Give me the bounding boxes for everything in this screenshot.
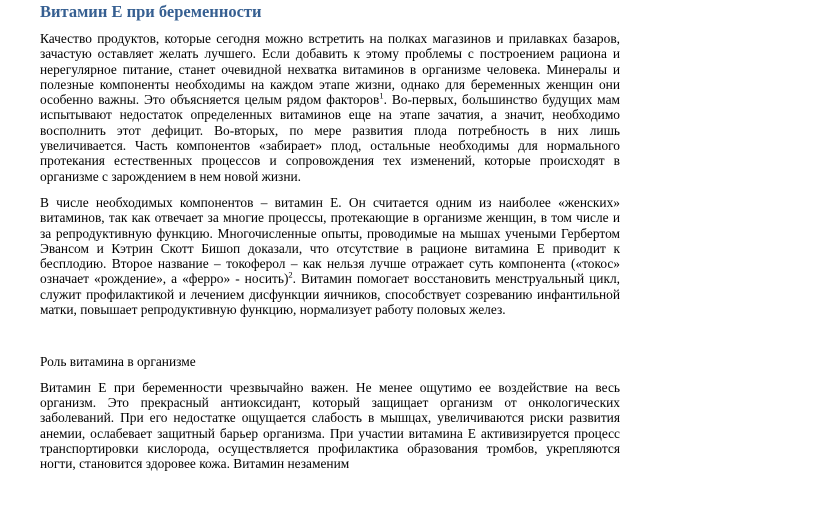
footnote-ref-2[interactable]: 2 — [288, 269, 293, 280]
paragraph-intro-text-b: . Во-первых, большинство будущих мам испытывают недостаток определенных витаминов еще на этапе зачатия, а значит, необходимо восполнить этот дефицит. Во-вторых, по мере развития плода потребность в них лишь увеличивается. Часть компонентов «забирает» плод, остальные необходимы для нормального протекания естественных процессов и сопровождения тех изменений, которые происходят в организме с зарождением в нем новой жизни. — [40, 92, 620, 184]
paragraph-intro-text-a: Качество продуктов, которые сегодня можно встретить на полках магазинов и прилавках базаров, зачастую оставляет желать лучшего. Если добавить к этому проблемы с построением рациона и нерегулярное питание, станет очевидной нехватка витаминов в организме человека. Минералы и полезные компоненты необходимы на каждом этапе жизни, однако для беременных женщин они особенно важны. Это объясняется целым рядом факторов — [40, 31, 620, 108]
paragraph-vitamin-e-text-a: В числе необходимых компонентов – витамин Е. Он считается одним из наиболее «женских» витаминов, так как отвечает за многие процессы, протекающие в организме женщин, в том числе и за репродуктивную функцию. Многочисленные опыты, проводимые на мышах учеными Гербертом Эвансом и Кэтрин Скотт Бишоп доказали, что отсутствие в рационе витамина Е приводит к бесплодию. Второе название – токоферол – как нельзя лучше отражает суть компонента («токос» означает «рождение», а «ферро» - носить) — [40, 194, 620, 287]
section-heading-role: Роль витамина в организме — [40, 354, 196, 370]
paragraph-vitamin-e-text-b: . Витамин помогает восстановить менструальный цикл, служит профилактикой и лечением дисфункции яичников, способствует созреванию инфантильной матки, повышает репродуктивную функцию, нормализует работу половых желез. — [40, 271, 620, 318]
document-page — [40, 0, 620, 471]
paragraph-role: Витамин Е при беременности чрезвычайно важен. Не менее ощутимо ее воздействие на весь организм. Это прекрасный антиоксидант, который защищает организм от онкологических заболеваний. При его недостатке ощущается слабость в мышцах, увеличиваются риски развития анемии, ослабевает защитный барьер организма. При участии витамина Е активизируется процесс транспортировки кислорода, осуществляется профилактика образования тромбов, укрепляются ногти, становится здоровее кожа. Витамин незаменим — [40, 379, 620, 472]
footnote-ref-1[interactable]: 1 — [379, 90, 384, 101]
paragraph-intro — [40, 31, 620, 184]
paragraph-vitamin-e — [40, 195, 620, 317]
article-title: Витамин Е при беременности — [40, 2, 262, 21]
